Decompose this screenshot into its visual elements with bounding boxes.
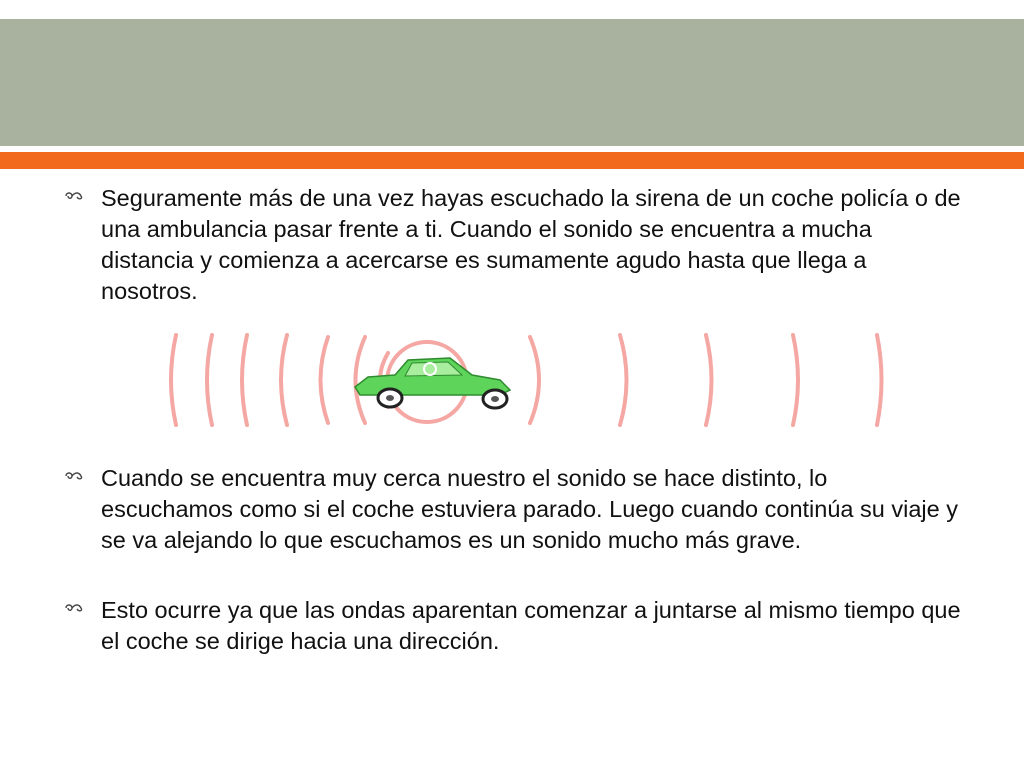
- bullet-item-1: [63, 183, 963, 307]
- bullet-item-3: [63, 595, 963, 657]
- header-band: [0, 19, 1024, 146]
- scroll-bullet-icon: [63, 463, 101, 488]
- bullet-text: Cuando se encuentra muy cerca nuestro el sonido se hace distinto, lo escuchamos como si el coche estuviera parado. Luego cuando continúa su viaje y se va alejando lo que escuchamos es un sonido mucho más grave.: [101, 465, 958, 553]
- scroll-bullet-icon: [63, 183, 101, 208]
- car-sound-waves-icon: [150, 325, 900, 435]
- bullet-item-2: [63, 463, 963, 556]
- bullet-text: Esto ocurre ya que las ondas aparentan comenzar a juntarse al mismo tiempo que el coche se dirige hacia una dirección.: [101, 597, 961, 654]
- car-sound-waves-illustration: [150, 325, 900, 435]
- bullet-text: Seguramente más de una vez hayas escuchado la sirena de un coche policía o de una ambulancia pasar frente a ti. Cuando el sonido se encuentra a mucha distancia y comienza a acercarse es sumamente agudo hasta que llega a nosotros.: [101, 185, 961, 304]
- accent-bar: [0, 152, 1024, 169]
- scroll-bullet-icon: [63, 595, 101, 620]
